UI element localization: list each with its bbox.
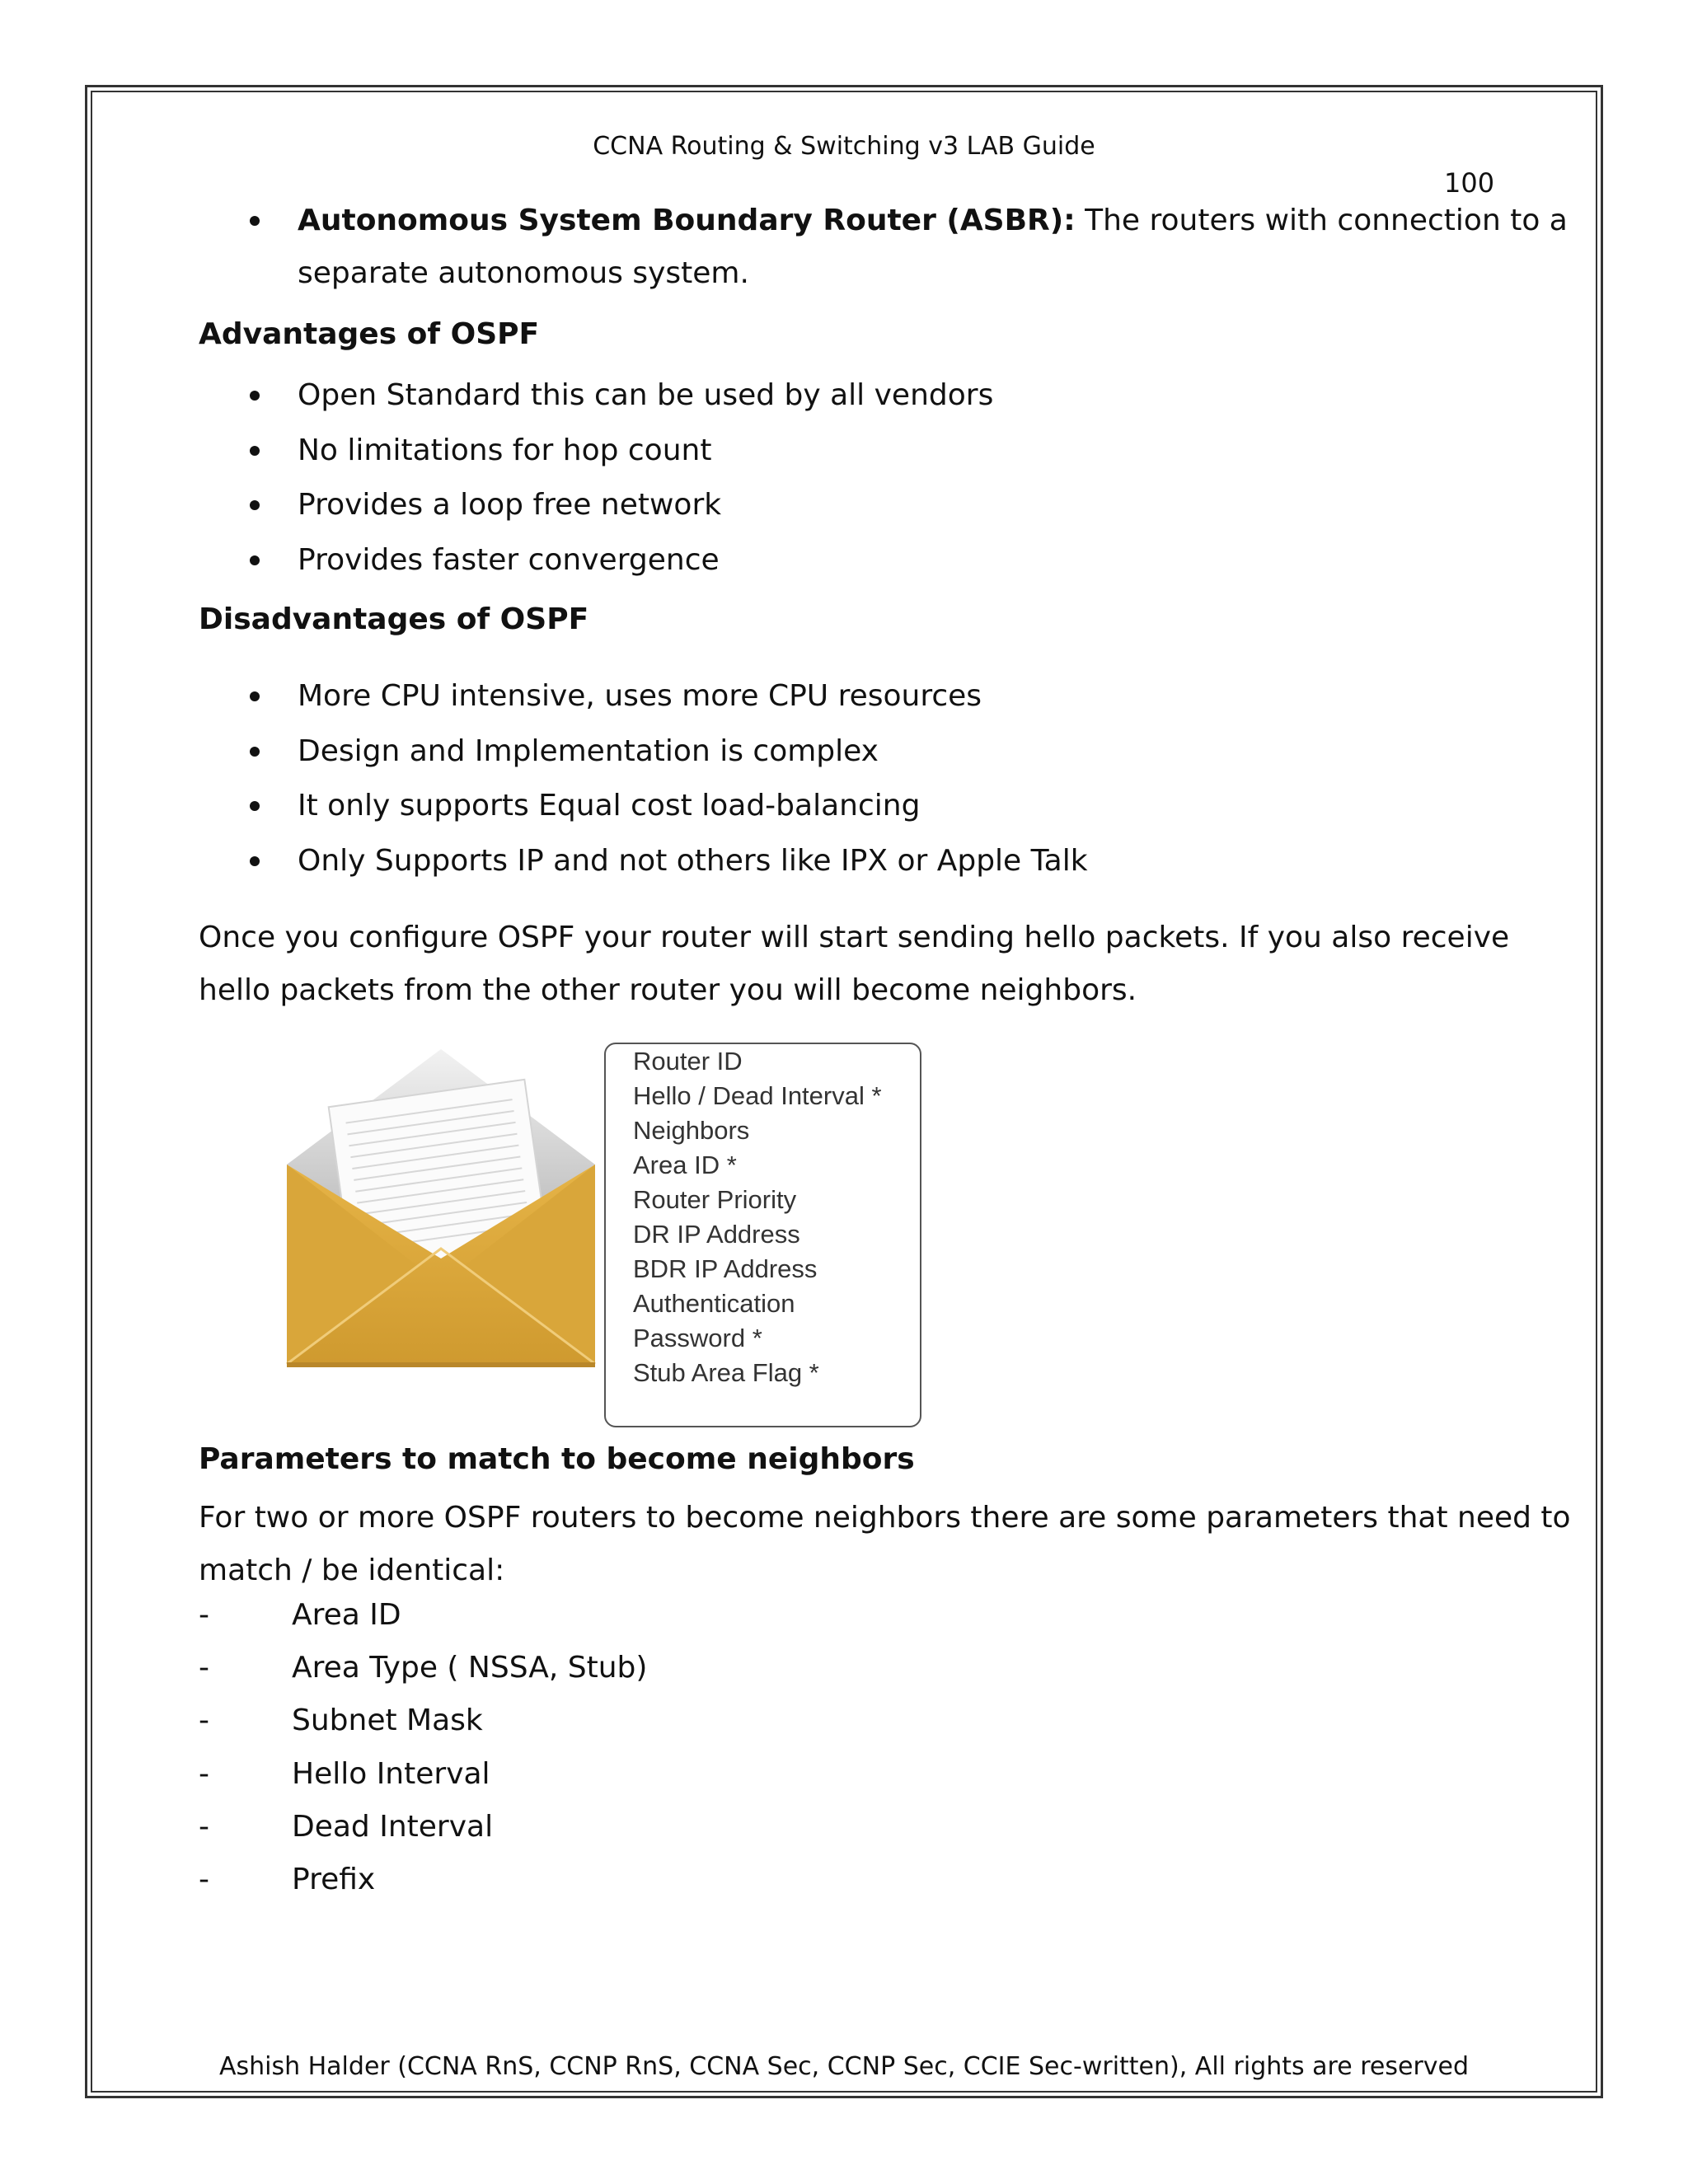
dash-marker: -	[199, 1756, 209, 1791]
hello-fields-list	[633, 1044, 882, 1390]
bullet-icon	[250, 747, 260, 757]
bullet-icon	[250, 856, 260, 866]
param-item: Area Type ( NSSA, Stub)	[292, 1651, 648, 1685]
list-item: It only supports Equal cost load-balancing	[298, 789, 921, 823]
list-item: No limitations for hop count	[298, 433, 712, 467]
hello-field-item: DR IP Address	[633, 1220, 800, 1249]
footer-copyright: Ashish Halder (CCNA RnS, CCNP RnS, CCNA Sec, CCNP Sec, CCIE Sec-written), All rights are reserved	[218, 2052, 1470, 2081]
dash-marker: -	[199, 1809, 209, 1844]
dash-marker: -	[199, 1651, 209, 1685]
bullet-icon	[250, 500, 260, 510]
param-item: Dead Interval	[292, 1809, 494, 1844]
advantages-heading: Advantages of OSPF	[199, 317, 540, 351]
param-item: Subnet Mask	[292, 1704, 483, 1738]
bullet-icon	[250, 691, 260, 701]
hello-field-item: Password *	[633, 1324, 762, 1352]
asbr-line-1	[298, 194, 1568, 247]
bullet-icon	[250, 801, 260, 811]
params-line-2: match / be identical:	[199, 1554, 505, 1587]
bullet-icon	[250, 446, 260, 456]
bullet-icon	[250, 391, 260, 401]
asbr-line-2: separate autonomous system.	[298, 256, 749, 290]
hello-field-item: Stub Area Flag *	[633, 1358, 819, 1387]
hello-packet-envelope-icon	[280, 1043, 602, 1376]
dash-marker: -	[199, 1598, 209, 1632]
param-item: Prefix	[292, 1863, 376, 1896]
running-header: CCNA Routing & Switching v3 LAB Guide	[593, 132, 1095, 161]
list-item: Provides a loop free network	[298, 488, 722, 522]
asbr-term: Autonomous System Boundary Router (ASBR):	[298, 204, 1076, 237]
bullet-icon	[250, 216, 260, 226]
intro-line-2: hello packets from the other router you will become neighbors.	[199, 973, 1137, 1007]
hello-field-item: Area ID *	[633, 1151, 737, 1179]
hello-field-item: Authentication	[633, 1289, 795, 1318]
asbr-description: The routers with connection to a	[1085, 204, 1568, 237]
list-item: Provides faster convergence	[298, 542, 720, 577]
hello-field-item: Router ID	[633, 1047, 743, 1076]
bullet-icon	[250, 555, 260, 565]
hello-field-item: Router Priority	[633, 1185, 797, 1214]
params-line-1: For two or more OSPF routers to become neighbors there are some parameters that need to	[199, 1501, 1571, 1535]
list-item: Open Standard this can be used by all vendors	[298, 378, 994, 412]
disadvantages-heading: Disadvantages of OSPF	[199, 602, 589, 636]
list-item: Design and Implementation is complex	[298, 733, 879, 768]
page-number: 100	[1444, 167, 1495, 199]
list-item: More CPU intensive, uses more CPU resources	[298, 679, 982, 713]
param-item: Hello Interval	[292, 1756, 490, 1791]
hello-field-item: BDR IP Address	[633, 1254, 818, 1283]
list-item: Only Supports IP and not others like IPX or Apple Talk	[298, 843, 1088, 878]
params-heading: Parameters to match to become neighbors	[199, 1442, 915, 1476]
intro-line-1: Once you configure OSPF your router will start sending hello packets. If you also receive	[199, 921, 1510, 954]
param-item: Area ID	[292, 1598, 401, 1632]
hello-field-item: Neighbors	[633, 1116, 750, 1145]
dash-marker: -	[199, 1704, 209, 1738]
dash-marker: -	[199, 1863, 209, 1896]
hello-field-item: Hello / Dead Interval *	[633, 1081, 882, 1110]
